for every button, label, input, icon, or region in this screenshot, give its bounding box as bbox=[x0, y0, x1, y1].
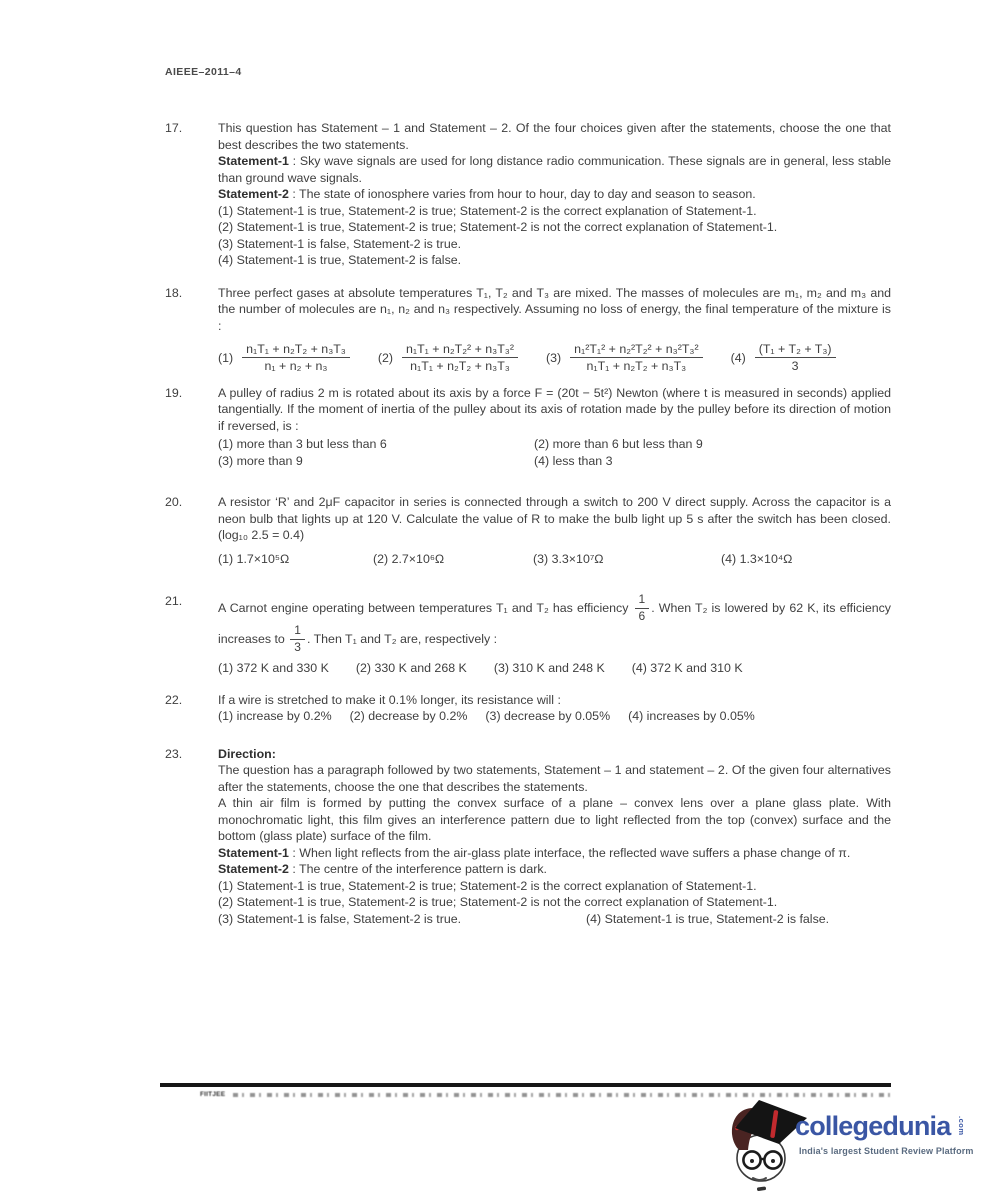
denominator: 6 bbox=[638, 609, 646, 624]
option-1: (1) more than 3 but less than 6 bbox=[218, 437, 387, 452]
text-part-2: . When T₂ is lowered by 62 K, its efficiency increases to bbox=[218, 601, 891, 647]
option-4: (4) Statement-1 is true, Statement-2 is false. bbox=[218, 253, 462, 267]
questions-area bbox=[165, 112, 891, 927]
text-part-3: . Then T₁ and T₂ are, respectively : bbox=[306, 632, 498, 647]
option-2: (2) Statement-1 is true, Statement-2 is true; Statement-2 is not the correct explanation of Statement-1. bbox=[218, 895, 778, 910]
question-17-statement-1 bbox=[218, 153, 891, 186]
option-4: (4) increases by 0.05% bbox=[628, 709, 755, 724]
fraction bbox=[402, 342, 518, 374]
option-label: (4) bbox=[730, 350, 746, 365]
option-2: (2) more than 6 but less than 9 bbox=[534, 437, 703, 452]
numerator: n₁²T₁² + n₂²T₂² + n₃²T₃² bbox=[570, 342, 702, 358]
brand-name: collegedunia bbox=[795, 1111, 951, 1141]
question-17 bbox=[165, 120, 891, 269]
fraction bbox=[242, 342, 350, 374]
option-3: (3) decrease by 0.05% bbox=[485, 709, 611, 724]
denominator: 3 bbox=[294, 640, 301, 655]
option-2 bbox=[378, 342, 520, 374]
question-23-statement-2 bbox=[218, 861, 891, 878]
question-22 bbox=[165, 692, 891, 725]
option-3: (3) Statement-1 is false, Statement-2 is true. bbox=[218, 236, 462, 251]
denominator: n₁ + n₂ + n₃ bbox=[264, 359, 328, 374]
statement-2-text: : The state of ionosphere varies from hour to hour, day to day and season to season. bbox=[288, 187, 756, 201]
text-after-formula: Newton (where t is measured in seconds) applied tangentially. If the moment of inertia of the pulley about its axis of rotation made by the pulley before its direction of motion if reversed, is : bbox=[218, 385, 892, 433]
question-22-options bbox=[218, 708, 891, 725]
option-1: (1) 1.7×10⁵Ω bbox=[218, 551, 290, 566]
option-4 bbox=[731, 342, 838, 374]
question-22-number: 22. bbox=[165, 692, 183, 707]
numerator: (T₁ + T₂ + T₃) bbox=[755, 342, 836, 358]
question-19-options bbox=[218, 436, 891, 469]
option-2: (2) decrease by 0.2% bbox=[349, 709, 468, 724]
question-20-text: A resistor ‘R’ and 2μF capacitor in series is connected through a switch to 200 V direct supply. Across the capacitor is a neon bulb that lights up at 120 V. Calculate the value of R to make the bulb light up 5 s after the switch has been closed. (log₁₀ 2.5 = 0.4) bbox=[218, 495, 891, 543]
question-20-options bbox=[218, 551, 891, 568]
option-label: (3) bbox=[545, 350, 562, 365]
numerator: n₁T₁ + n₂T₂² + n₃T₃² bbox=[402, 342, 518, 358]
option-1 bbox=[218, 342, 352, 374]
numerator: 1 bbox=[635, 593, 650, 609]
question-20-body bbox=[218, 494, 891, 567]
option-1: (1) Statement-1 is true, Statement-2 is true; Statement-2 is the correct explanation of Statement-1. bbox=[218, 878, 757, 893]
option-3: (3) Statement-1 is false, Statement-2 is true. bbox=[218, 911, 462, 926]
question-18-options-row bbox=[218, 342, 891, 374]
text-part-1: A Carnot engine operating between temperatures T₁ and T₂ has efficiency bbox=[218, 601, 633, 616]
statement-1-text: : Sky wave signals are used for long distance radio communication. These signals are in general, less stable than ground wave signals. bbox=[218, 154, 891, 185]
efficiency-fraction-2 bbox=[290, 624, 305, 655]
footer-rule bbox=[160, 1083, 891, 1087]
question-19-number: 19. bbox=[165, 385, 183, 400]
question-17-intro: This question has Statement – 1 and Statement – 2. Of the four choices given after the statements, choose the one that best describes the two statements. bbox=[218, 121, 891, 152]
option-4: (4) less than 3 bbox=[534, 453, 613, 468]
question-23-options-34 bbox=[218, 911, 891, 928]
brand-tagline: India's largest Student Review Platform bbox=[799, 1146, 974, 1156]
numerator: 1 bbox=[290, 624, 305, 640]
question-22-text: If a wire is stretched to make it 0.1% longer, its resistance will : bbox=[218, 692, 561, 707]
question-18-text: Three perfect gases at absolute temperatures T₁, T₂ and T₃ are mixed. The masses of molecules are m₁, m₂ and m₃ and the number of molecules are n₁, n₂ and n₃ respectively. Assuming no loss of energy, the final temperature of the mixture is : bbox=[218, 285, 891, 333]
question-19 bbox=[165, 385, 891, 470]
question-18-body bbox=[218, 285, 891, 374]
statement-2-label: Statement-2 bbox=[218, 862, 289, 877]
fine-print-brand: FIITJEE bbox=[200, 1090, 226, 1098]
collegedunia-logo bbox=[723, 1096, 988, 1191]
fraction bbox=[755, 342, 836, 374]
option-label: (2) bbox=[377, 350, 394, 365]
question-18-number: 18. bbox=[165, 285, 183, 300]
question-23 bbox=[165, 746, 891, 928]
question-17-number: 17. bbox=[165, 121, 183, 135]
question-21-options bbox=[218, 660, 891, 677]
question-23-paragraph-2: A thin air film is formed by putting the convex surface of a plane – convex lens over a plane glass plate. With monochromatic light, this film gives an interference pattern due to light reflected from the top (convex) surface and the bottom (glass plate) surface of the film. bbox=[218, 796, 891, 844]
question-19-body bbox=[218, 385, 891, 470]
question-21-body bbox=[218, 593, 891, 677]
denominator: n₁T₁ + n₂T₂ + n₃T₃ bbox=[586, 359, 687, 374]
brand-row bbox=[795, 1112, 974, 1140]
numerator: n₁T₁ + n₂T₂ + n₃T₃ bbox=[242, 342, 350, 358]
question-23-statement-1 bbox=[218, 845, 891, 862]
statement-2-text: : The centre of the interference pattern is dark. bbox=[288, 862, 547, 877]
efficiency-fraction-1 bbox=[635, 593, 650, 624]
statement-1-label: Statement-1 bbox=[218, 154, 289, 168]
fraction bbox=[570, 342, 702, 374]
option-2: (2) Statement-1 is true, Statement-2 is true; Statement-2 is not the correct explanation of Statement-1. bbox=[218, 220, 778, 234]
question-18 bbox=[165, 285, 891, 374]
option-4: (4) Statement-1 is true, Statement-2 is false. bbox=[586, 911, 830, 926]
question-22-body bbox=[218, 692, 891, 725]
denominator: n₁T₁ + n₂T₂ + n₃T₃ bbox=[410, 359, 510, 374]
question-21-text bbox=[218, 593, 891, 655]
option-1: (1) increase by 0.2% bbox=[218, 709, 332, 724]
direction-label bbox=[218, 746, 891, 763]
question-19-text bbox=[218, 385, 891, 435]
force-formula: F = (20t − 5t²) bbox=[534, 385, 613, 400]
option-1: (1) 372 K and 330 K bbox=[218, 661, 329, 676]
question-23-number: 23. bbox=[165, 746, 183, 761]
option-3 bbox=[546, 342, 705, 374]
question-23-body bbox=[218, 746, 891, 928]
question-17-body bbox=[218, 120, 891, 269]
option-3: (3) more than 9 bbox=[218, 453, 303, 468]
question-21-number: 21. bbox=[165, 594, 183, 609]
option-1: (1) Statement-1 is true, Statement-2 is true; Statement-2 is the correct explanation of Statement-1. bbox=[218, 203, 757, 218]
brand-tld: .com bbox=[956, 1116, 966, 1136]
option-3: (3) 310 K and 248 K bbox=[493, 661, 605, 676]
question-20 bbox=[165, 494, 891, 567]
statement-1-label: Statement-1 bbox=[218, 845, 289, 860]
text-before-formula: A pulley of radius 2 m is rotated about its axis by a force bbox=[218, 385, 535, 400]
option-4: (4) 1.3×10⁴Ω bbox=[721, 551, 793, 566]
question-17-statement-2 bbox=[218, 186, 891, 203]
question-21 bbox=[165, 593, 891, 677]
statement-1-text: : When light reflects from the air-glass plate interface, the reflected wave suffers a phase change of π. bbox=[288, 845, 851, 860]
option-2: (2) 2.7×10⁶Ω bbox=[373, 551, 445, 566]
statement-2-label: Statement-2 bbox=[218, 187, 289, 201]
question-23-paragraph-1: The question has a paragraph followed by two statements, Statement – 1 and statement – 2. Of the given four alternatives after the statements, choose the one that describes the statements. bbox=[218, 763, 891, 794]
page-header: AIEEE–2011–4 bbox=[165, 66, 242, 78]
direction-label-text: Direction: bbox=[218, 746, 276, 761]
option-3: (3) 3.3×10⁷Ω bbox=[533, 551, 604, 566]
question-20-number: 20. bbox=[165, 495, 183, 510]
option-2: (2) 330 K and 268 K bbox=[355, 661, 467, 676]
option-label: (1) bbox=[218, 350, 234, 365]
denominator: 3 bbox=[791, 359, 799, 374]
logo-text-block bbox=[795, 1096, 974, 1160]
option-4: (4) 372 K and 310 K bbox=[631, 661, 743, 676]
